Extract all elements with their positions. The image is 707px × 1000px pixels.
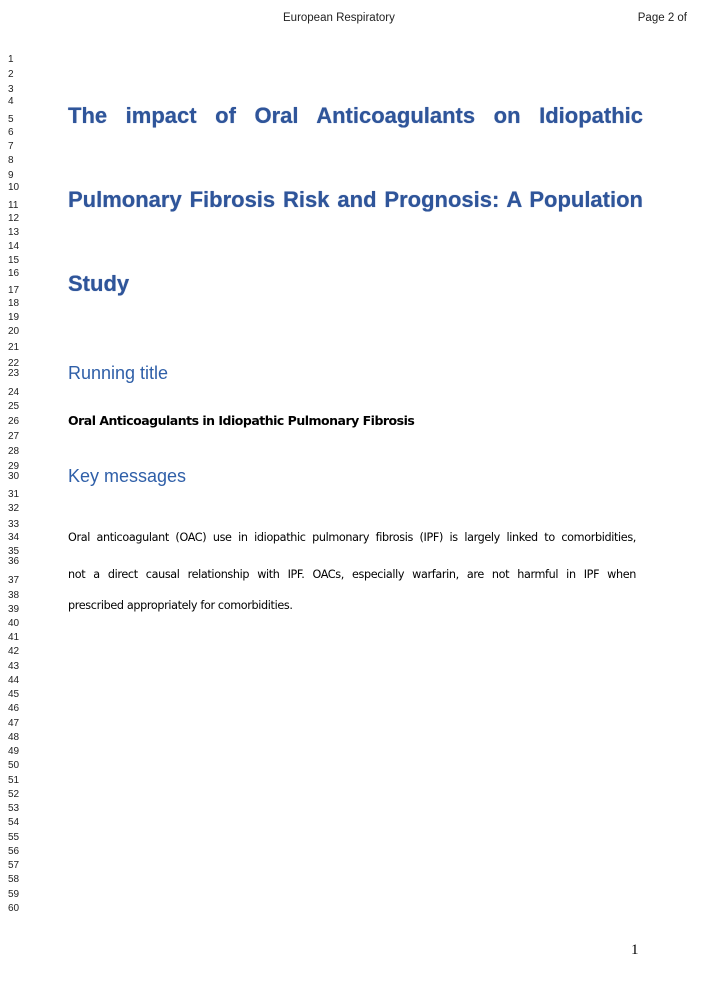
line-number: 52 xyxy=(8,788,20,800)
line-number: 8 xyxy=(8,155,14,166)
key-messages-heading: Key messages xyxy=(68,466,187,486)
line-number: 1 xyxy=(8,54,14,65)
line-number: 27 xyxy=(8,431,20,442)
line-number: 37 xyxy=(8,575,20,586)
line-number: 42 xyxy=(8,646,20,658)
line-number: 54 xyxy=(8,817,20,829)
line-number: 34 xyxy=(8,532,20,543)
key-message-line-3: prescribed appropriately for comorbidities. xyxy=(68,599,293,612)
line-number: 4 xyxy=(8,96,14,107)
line-number: 43 xyxy=(8,660,20,672)
line-number: 45 xyxy=(8,689,20,701)
title-line-3: Study xyxy=(68,271,130,296)
line-number: 10 xyxy=(8,182,20,193)
line-number: 46 xyxy=(8,703,20,715)
line-number: 60 xyxy=(8,902,20,914)
title-line-1: The impact of Oral Anticoagulants on Idiopathic xyxy=(68,103,643,128)
line-number: 33 xyxy=(8,519,20,530)
line-number: 41 xyxy=(8,632,20,643)
line-number: 50 xyxy=(8,760,20,772)
line-number: 26 xyxy=(8,416,20,427)
title-line-2: Pulmonary Fibrosis Risk and Prognosis: A Population xyxy=(68,187,643,212)
line-number: 18 xyxy=(8,298,20,309)
line-number: 38 xyxy=(8,590,20,601)
line-number: 48 xyxy=(8,731,20,743)
line-number: 21 xyxy=(8,342,20,353)
line-number: 47 xyxy=(8,717,20,729)
line-number: 44 xyxy=(8,674,20,686)
line-number: 59 xyxy=(8,888,20,900)
key-message-line-2: not a direct causal relationship with IPF. OACs, especially warfarin, are not harmful in IPF when xyxy=(68,568,636,581)
line-number: 53 xyxy=(8,803,20,815)
line-number: 5 xyxy=(8,114,14,125)
running-title-text: Oral Anticoagulants in Idiopathic Pulmonary Fibrosis xyxy=(68,413,415,428)
line-number: 6 xyxy=(8,127,14,138)
line-number: 36 xyxy=(8,556,20,567)
line-number: 2 xyxy=(8,69,14,80)
line-number: 25 xyxy=(8,401,20,412)
line-number: 40 xyxy=(8,618,20,629)
running-title-heading: Running title xyxy=(68,363,169,383)
line-number: 49 xyxy=(8,746,20,758)
line-number: 9 xyxy=(8,170,14,181)
line-number: 22 xyxy=(8,358,20,369)
line-number: 32 xyxy=(8,503,20,514)
line-number: 55 xyxy=(8,831,20,843)
line-number: 13 xyxy=(8,227,20,238)
line-number: 31 xyxy=(8,489,20,500)
line-number: 35 xyxy=(8,546,20,557)
key-message-line-1: Oral anticoagulant (OAC) use in idiopathic pulmonary fibrosis (IPF) is largely linked to comorbidities, xyxy=(68,531,636,544)
line-number: 51 xyxy=(8,774,20,786)
line-number: 7 xyxy=(8,141,14,152)
line-number: 56 xyxy=(8,845,20,857)
line-number: 20 xyxy=(8,326,20,337)
page-number: 1 xyxy=(631,942,639,958)
running-header-page: Page 2 of xyxy=(637,12,687,24)
line-number: 30 xyxy=(8,471,20,482)
line-number: 57 xyxy=(8,860,20,872)
line-number: 16 xyxy=(8,268,20,279)
line-number: 3 xyxy=(8,84,14,95)
line-number: 12 xyxy=(8,213,20,224)
line-number: 29 xyxy=(8,461,20,472)
line-number: 15 xyxy=(8,255,20,266)
line-number: 14 xyxy=(8,241,20,252)
line-number: 23 xyxy=(8,368,20,379)
line-number: 39 xyxy=(8,604,20,615)
line-number: 24 xyxy=(8,387,20,398)
line-number: 28 xyxy=(8,446,20,457)
line-number: 58 xyxy=(8,874,20,886)
line-number: 19 xyxy=(8,312,20,323)
running-header-journal: European Respiratory xyxy=(283,12,395,24)
line-number: 17 xyxy=(8,285,20,296)
line-number: 11 xyxy=(8,200,19,211)
